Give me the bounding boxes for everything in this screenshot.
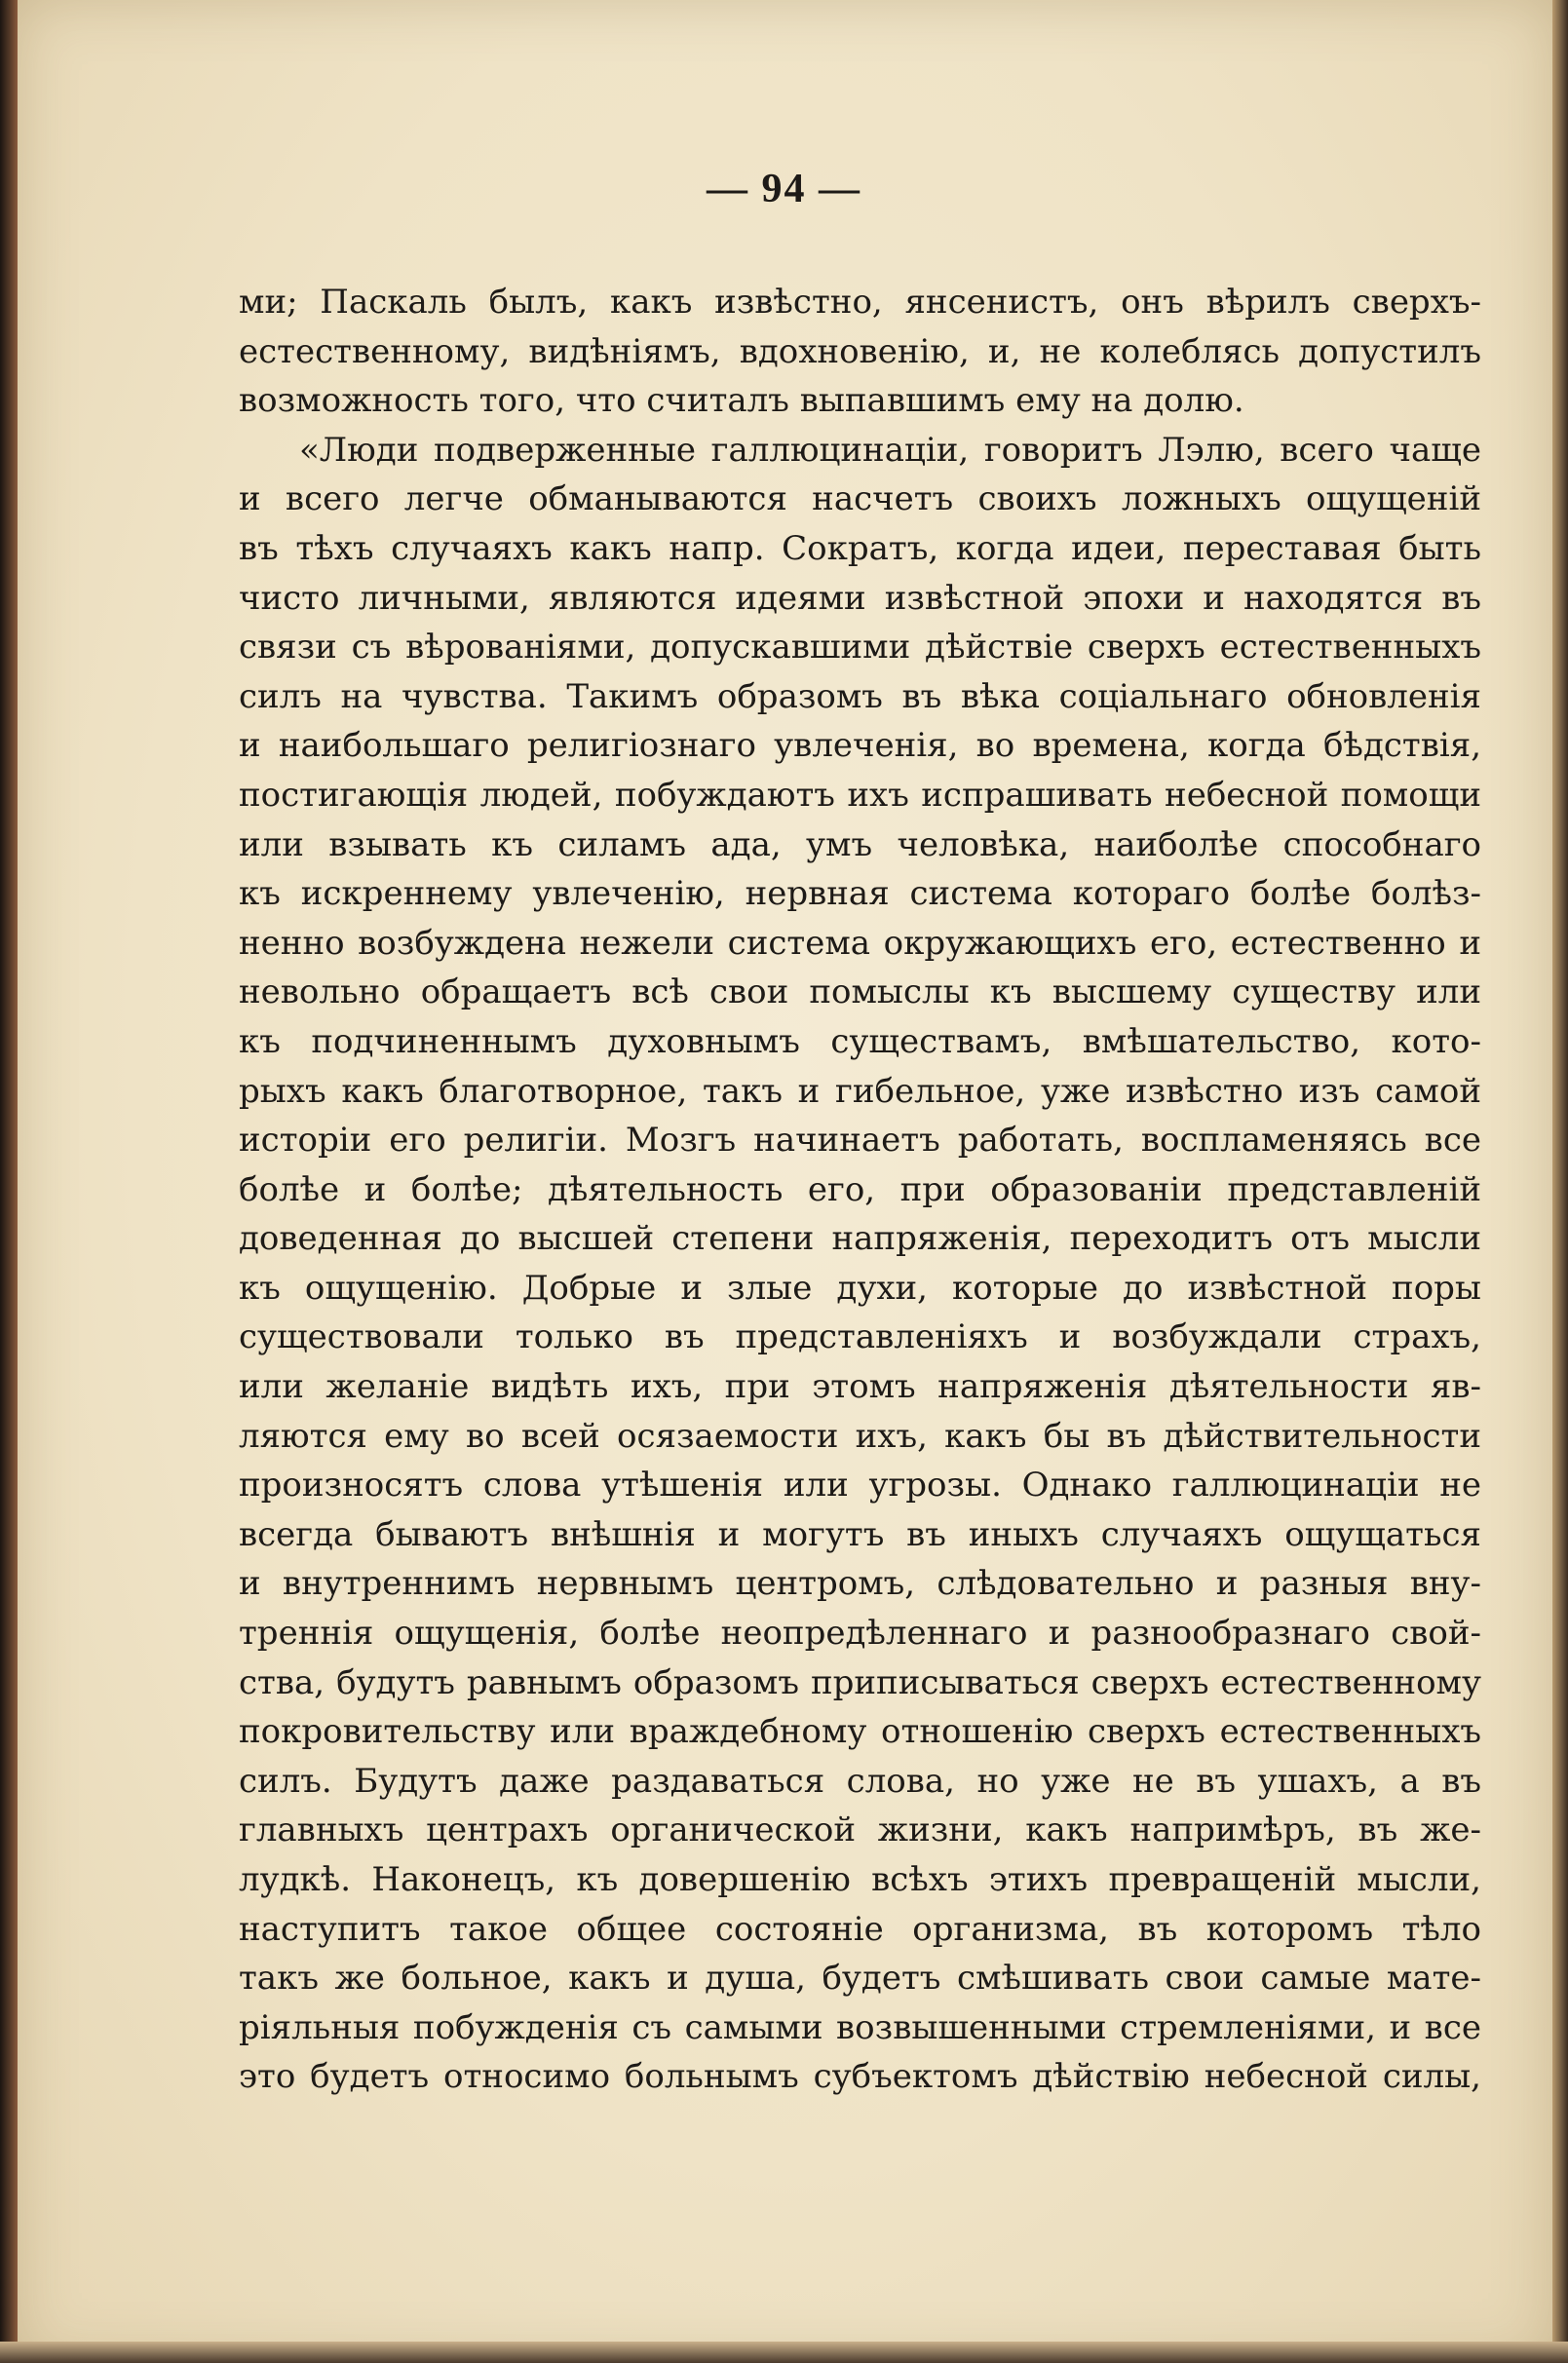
text-line: чисто личными, являются идеями извѣстной эпохи и находятся въ [239, 578, 1481, 618]
scan-bottom-edge [0, 2342, 1568, 2363]
page-number: — 94 — [707, 167, 861, 211]
text-line: къ ощущенію. Добрые и злые духи, которые до извѣстной поры [239, 1268, 1481, 1308]
text-line: возможность того, что считалъ выпавшимъ ему на долю. [239, 381, 1244, 421]
text-line: «Люди подверженные галлюцинаціи, говоритъ Лэлю, всего чаще [299, 430, 1481, 470]
text-line: главныхъ центрахъ органической жизни, какъ напримѣръ, въ же- [239, 1810, 1481, 1850]
text-line: ненно возбуждена нежели система окружающихъ его, естественно и [239, 923, 1481, 963]
text-line: рыхъ какъ благотворное, такъ и гибельное, уже извѣстно изъ самой [239, 1071, 1481, 1111]
text-line: ми; Паскаль былъ, какъ извѣстно, янсенистъ, онъ вѣрилъ сверхъ- [239, 283, 1481, 322]
text-line: доведенная до высшей степени напряженія, переходитъ отъ мысли [239, 1219, 1481, 1259]
text-line: силъ на чувства. Такимъ образомъ въ вѣка соціальнаго обновленія [239, 676, 1481, 716]
text-line: всегда бываютъ внѣшнія и могутъ въ иныхъ случаяхъ ощущаться [239, 1514, 1481, 1554]
text-line: лудкѣ. Наконецъ, къ довершенію всѣхъ этихъ превращеній мысли, [239, 1860, 1481, 1899]
text-line: къ искреннему увлеченію, нервная система котораго болѣе болѣз- [239, 874, 1481, 914]
scan-right-edge [1552, 0, 1568, 2363]
text-line: или взывать къ силамъ ада, умъ человѣка, наиболѣе способнаго [239, 824, 1481, 864]
text-line: ляются ему во всей осязаемости ихъ, какъ бы въ дѣйствительности [239, 1416, 1481, 1456]
text-line: ства, будутъ равнымъ образомъ приписываться сверхъ естественному [239, 1662, 1481, 1702]
text-line: треннія ощущенія, болѣе неопредѣленнаго и разнообразнаго свой- [239, 1614, 1481, 1654]
text-line: ріяльныя побужденія съ самыми возвышенными стремленіями, и все [239, 2007, 1481, 2047]
text-line: это будетъ относимо больнымъ субъектомъ дѣйствію небесной силы, [239, 2057, 1481, 2097]
text-line: и внутреннимъ нервнымъ центромъ, слѣдовательно и разныя вну- [239, 1564, 1481, 1604]
text-line: связи съ вѣрованіями, допускавшими дѣйствіе сверхъ естественныхъ [239, 628, 1481, 667]
text-line: покровительству или враждебному отношенію сверхъ естественныхъ [239, 1712, 1481, 1752]
text-line: произносятъ слова утѣшенія или угрозы. Однако галлюцинаціи не [239, 1466, 1481, 1505]
text-line: къ подчиненнымъ духовнымъ существамъ, вмѣшательство, кото- [239, 1021, 1481, 1061]
text-line: въ тѣхъ случаяхъ какъ напр. Сократъ, когда идеи, переставая быть [239, 528, 1481, 568]
text-line: или желаніе видѣть ихъ, при этомъ напряженія дѣятельности яв- [239, 1367, 1481, 1407]
scan-left-edge [0, 0, 18, 2363]
text-line: наступитъ такое общее состояніе организма, въ которомъ тѣло [239, 1909, 1481, 1949]
text-line: и наибольшаго религіознаго увлеченія, во времена, когда бѣдствія, [239, 726, 1481, 766]
text-line: невольно обращаетъ всѣ свои помыслы къ высшему существу или [239, 972, 1481, 1012]
text-line: исторіи его религіи. Мозгъ начинаетъ работать, воспламеняясь все [239, 1121, 1481, 1161]
body-text [239, 278, 1481, 2102]
text-line: такъ же больное, какъ и душа, будетъ смѣшивать свои самые мате- [239, 1959, 1481, 1999]
text-line: силъ. Будутъ даже раздаваться слова, но уже не въ ушахъ, а въ [239, 1761, 1481, 1801]
text-line: постигающія людей, побуждаютъ ихъ испрашивать небесной помощи [239, 775, 1481, 815]
text-line: существовали только въ представленіяхъ и возбуждали страхъ, [239, 1317, 1481, 1357]
text-line: болѣе и болѣе; дѣятельность его, при образованіи представленій [239, 1169, 1481, 1209]
text-line: и всего легче обманываются насчетъ своихъ ложныхъ ощущеній [239, 479, 1481, 519]
text-line: естественному, видѣніямъ, вдохновенію, и, не колеблясь допустилъ [239, 331, 1481, 371]
